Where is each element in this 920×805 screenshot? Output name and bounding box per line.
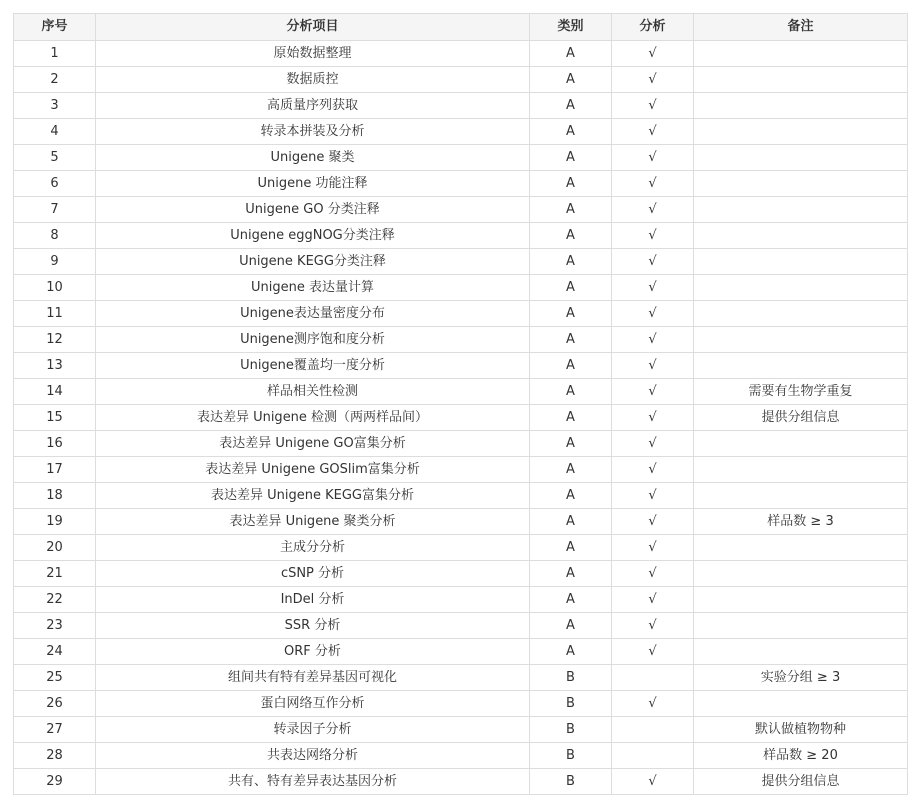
cell-analysis-check bbox=[612, 717, 694, 743]
table-row bbox=[14, 561, 908, 587]
table-row bbox=[14, 119, 908, 145]
cell-analysis-check: √ bbox=[612, 639, 694, 665]
cell-analysis-check: √ bbox=[612, 41, 694, 67]
cell-note bbox=[694, 327, 908, 353]
header-note: 备注 bbox=[694, 14, 908, 41]
cell-item: 表达差异 Unigene KEGG富集分析 bbox=[96, 483, 530, 509]
cell-no: 7 bbox=[14, 197, 96, 223]
cell-category: A bbox=[530, 327, 612, 353]
cell-no: 13 bbox=[14, 353, 96, 379]
cell-item: Unigene KEGG分类注释 bbox=[96, 249, 530, 275]
cell-no: 29 bbox=[14, 769, 96, 795]
cell-analysis-check: √ bbox=[612, 457, 694, 483]
cell-category: A bbox=[530, 561, 612, 587]
cell-analysis-check: √ bbox=[612, 509, 694, 535]
table-row bbox=[14, 587, 908, 613]
table-row bbox=[14, 639, 908, 665]
cell-analysis-check: √ bbox=[612, 145, 694, 171]
cell-category: A bbox=[530, 639, 612, 665]
cell-analysis-check: √ bbox=[612, 275, 694, 301]
cell-note bbox=[694, 691, 908, 717]
cell-note bbox=[694, 431, 908, 457]
cell-analysis-check: √ bbox=[612, 171, 694, 197]
cell-note bbox=[694, 249, 908, 275]
header-analysis: 分析 bbox=[612, 14, 694, 41]
table-row bbox=[14, 275, 908, 301]
table-row bbox=[14, 145, 908, 171]
cell-no: 20 bbox=[14, 535, 96, 561]
cell-no: 1 bbox=[14, 41, 96, 67]
cell-item: 表达差异 Unigene GOSlim富集分析 bbox=[96, 457, 530, 483]
cell-analysis-check: √ bbox=[612, 327, 694, 353]
cell-item: 原始数据整理 bbox=[96, 41, 530, 67]
cell-item: InDel 分析 bbox=[96, 587, 530, 613]
cell-note bbox=[694, 93, 908, 119]
cell-note: 提供分组信息 bbox=[694, 769, 908, 795]
cell-note bbox=[694, 587, 908, 613]
table-row bbox=[14, 249, 908, 275]
cell-no: 3 bbox=[14, 93, 96, 119]
cell-analysis-check: √ bbox=[612, 769, 694, 795]
cell-no: 8 bbox=[14, 223, 96, 249]
table-row bbox=[14, 405, 908, 431]
cell-item: Unigene测序饱和度分析 bbox=[96, 327, 530, 353]
header-category: 类别 bbox=[530, 14, 612, 41]
cell-item: SSR 分析 bbox=[96, 613, 530, 639]
table-row bbox=[14, 93, 908, 119]
cell-category: A bbox=[530, 301, 612, 327]
table-row bbox=[14, 743, 908, 769]
cell-note: 提供分组信息 bbox=[694, 405, 908, 431]
cell-no: 27 bbox=[14, 717, 96, 743]
cell-no: 4 bbox=[14, 119, 96, 145]
cell-no: 26 bbox=[14, 691, 96, 717]
cell-item: 组间共有特有差异基因可视化 bbox=[96, 665, 530, 691]
cell-category: A bbox=[530, 93, 612, 119]
cell-item: 共表达网络分析 bbox=[96, 743, 530, 769]
cell-note bbox=[694, 145, 908, 171]
cell-note: 默认做植物物种 bbox=[694, 717, 908, 743]
cell-category: A bbox=[530, 483, 612, 509]
analysis-table-container bbox=[13, 13, 908, 795]
cell-category: B bbox=[530, 717, 612, 743]
cell-no: 18 bbox=[14, 483, 96, 509]
table-header-row bbox=[14, 14, 908, 41]
cell-no: 6 bbox=[14, 171, 96, 197]
table-row bbox=[14, 457, 908, 483]
cell-category: A bbox=[530, 41, 612, 67]
cell-item: Unigene表达量密度分布 bbox=[96, 301, 530, 327]
cell-no: 23 bbox=[14, 613, 96, 639]
cell-item: 表达差异 Unigene 检测（两两样品间） bbox=[96, 405, 530, 431]
cell-analysis-check: √ bbox=[612, 613, 694, 639]
cell-analysis-check: √ bbox=[612, 353, 694, 379]
cell-item: 表达差异 Unigene GO富集分析 bbox=[96, 431, 530, 457]
cell-item: Unigene GO 分类注释 bbox=[96, 197, 530, 223]
cell-note bbox=[694, 171, 908, 197]
cell-analysis-check: √ bbox=[612, 119, 694, 145]
cell-item: 样品相关性检测 bbox=[96, 379, 530, 405]
cell-category: A bbox=[530, 509, 612, 535]
header-no: 序号 bbox=[14, 14, 96, 41]
cell-category: B bbox=[530, 743, 612, 769]
table-row bbox=[14, 483, 908, 509]
cell-note: 样品数 ≥ 20 bbox=[694, 743, 908, 769]
cell-no: 16 bbox=[14, 431, 96, 457]
cell-category: A bbox=[530, 275, 612, 301]
table-row bbox=[14, 613, 908, 639]
cell-category: A bbox=[530, 353, 612, 379]
cell-note bbox=[694, 301, 908, 327]
cell-category: A bbox=[530, 197, 612, 223]
cell-note bbox=[694, 197, 908, 223]
cell-item: cSNP 分析 bbox=[96, 561, 530, 587]
cell-category: A bbox=[530, 223, 612, 249]
cell-note bbox=[694, 223, 908, 249]
cell-item: Unigene覆盖均一度分析 bbox=[96, 353, 530, 379]
table-row bbox=[14, 665, 908, 691]
table-row bbox=[14, 171, 908, 197]
cell-item: 数据质控 bbox=[96, 67, 530, 93]
cell-item: 表达差异 Unigene 聚类分析 bbox=[96, 509, 530, 535]
cell-analysis-check: √ bbox=[612, 93, 694, 119]
cell-analysis-check: √ bbox=[612, 587, 694, 613]
cell-category: A bbox=[530, 67, 612, 93]
cell-item: 转录因子分析 bbox=[96, 717, 530, 743]
cell-no: 28 bbox=[14, 743, 96, 769]
cell-no: 14 bbox=[14, 379, 96, 405]
cell-note bbox=[694, 67, 908, 93]
table-row bbox=[14, 769, 908, 795]
cell-analysis-check: √ bbox=[612, 561, 694, 587]
cell-analysis-check: √ bbox=[612, 301, 694, 327]
cell-category: A bbox=[530, 613, 612, 639]
cell-analysis-check: √ bbox=[612, 249, 694, 275]
cell-category: A bbox=[530, 535, 612, 561]
cell-item: 转录本拼装及分析 bbox=[96, 119, 530, 145]
cell-note: 实验分组 ≥ 3 bbox=[694, 665, 908, 691]
table-row bbox=[14, 327, 908, 353]
cell-category: A bbox=[530, 431, 612, 457]
cell-analysis-check: √ bbox=[612, 431, 694, 457]
cell-item: Unigene 功能注释 bbox=[96, 171, 530, 197]
cell-no: 9 bbox=[14, 249, 96, 275]
cell-category: A bbox=[530, 457, 612, 483]
table-row bbox=[14, 223, 908, 249]
cell-analysis-check: √ bbox=[612, 223, 694, 249]
cell-note bbox=[694, 639, 908, 665]
cell-no: 19 bbox=[14, 509, 96, 535]
cell-analysis-check: √ bbox=[612, 535, 694, 561]
cell-no: 25 bbox=[14, 665, 96, 691]
cell-item: 蛋白网络互作分析 bbox=[96, 691, 530, 717]
cell-note bbox=[694, 457, 908, 483]
cell-category: A bbox=[530, 405, 612, 431]
table-row bbox=[14, 691, 908, 717]
cell-no: 22 bbox=[14, 587, 96, 613]
cell-category: A bbox=[530, 379, 612, 405]
cell-item: Unigene 表达量计算 bbox=[96, 275, 530, 301]
header-item: 分析项目 bbox=[96, 14, 530, 41]
cell-note bbox=[694, 119, 908, 145]
cell-item: 高质量序列获取 bbox=[96, 93, 530, 119]
cell-analysis-check: √ bbox=[612, 379, 694, 405]
cell-analysis-check bbox=[612, 743, 694, 769]
cell-note bbox=[694, 483, 908, 509]
cell-no: 21 bbox=[14, 561, 96, 587]
cell-no: 2 bbox=[14, 67, 96, 93]
table-row bbox=[14, 353, 908, 379]
cell-item: 主成分分析 bbox=[96, 535, 530, 561]
cell-analysis-check: √ bbox=[612, 405, 694, 431]
cell-note bbox=[694, 275, 908, 301]
cell-category: B bbox=[530, 665, 612, 691]
table-row bbox=[14, 41, 908, 67]
cell-no: 24 bbox=[14, 639, 96, 665]
cell-category: A bbox=[530, 171, 612, 197]
cell-note bbox=[694, 535, 908, 561]
cell-item: ORF 分析 bbox=[96, 639, 530, 665]
table-row bbox=[14, 67, 908, 93]
table-row bbox=[14, 301, 908, 327]
cell-analysis-check: √ bbox=[612, 691, 694, 717]
cell-no: 12 bbox=[14, 327, 96, 353]
table-row bbox=[14, 379, 908, 405]
cell-item: Unigene 聚类 bbox=[96, 145, 530, 171]
cell-category: A bbox=[530, 119, 612, 145]
cell-note bbox=[694, 353, 908, 379]
cell-analysis-check bbox=[612, 665, 694, 691]
cell-category: A bbox=[530, 145, 612, 171]
table-row bbox=[14, 431, 908, 457]
cell-category: A bbox=[530, 249, 612, 275]
table-row bbox=[14, 717, 908, 743]
cell-category: A bbox=[530, 587, 612, 613]
cell-note: 需要有生物学重复 bbox=[694, 379, 908, 405]
cell-note bbox=[694, 613, 908, 639]
cell-item: Unigene eggNOG分类注释 bbox=[96, 223, 530, 249]
table-row bbox=[14, 197, 908, 223]
cell-analysis-check: √ bbox=[612, 67, 694, 93]
table-row bbox=[14, 509, 908, 535]
cell-no: 17 bbox=[14, 457, 96, 483]
cell-item: 共有、特有差异表达基因分析 bbox=[96, 769, 530, 795]
cell-analysis-check: √ bbox=[612, 197, 694, 223]
cell-no: 5 bbox=[14, 145, 96, 171]
cell-note bbox=[694, 561, 908, 587]
table-body bbox=[14, 41, 908, 795]
cell-note bbox=[694, 41, 908, 67]
cell-analysis-check: √ bbox=[612, 483, 694, 509]
cell-category: B bbox=[530, 769, 612, 795]
cell-category: B bbox=[530, 691, 612, 717]
cell-no: 10 bbox=[14, 275, 96, 301]
table-row bbox=[14, 535, 908, 561]
cell-no: 11 bbox=[14, 301, 96, 327]
cell-no: 15 bbox=[14, 405, 96, 431]
cell-note: 样品数 ≥ 3 bbox=[694, 509, 908, 535]
analysis-table bbox=[13, 13, 908, 795]
